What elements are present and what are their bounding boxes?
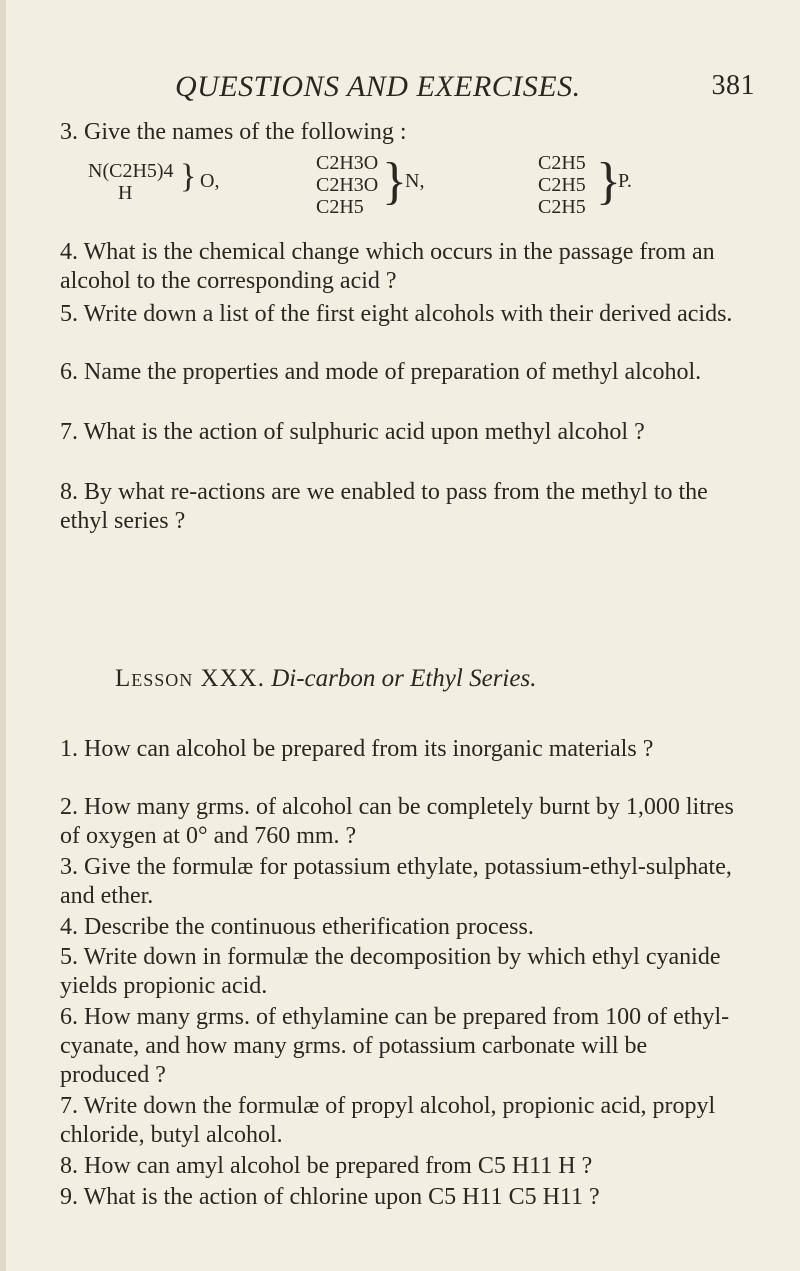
- lesson-question-2: 2. How many grms. of alcohol can be completely burnt by 1,000 litres of oxygen at 0° and 760 mm. ?: [60, 794, 734, 849]
- formula-3-suffix: P.: [618, 170, 632, 192]
- question-4: 4. What is the chemical change which occurs in the passage from an alcohol to the corresponding acid ?: [60, 239, 715, 294]
- formula-3-line2: C2H5: [538, 174, 586, 196]
- brace-2: }: [382, 153, 407, 210]
- formula-2-line3: C2H5: [316, 196, 364, 218]
- formula-1: [88, 160, 174, 204]
- page-edge: [0, 0, 6, 1271]
- formula-1-line1: N(C2H5)4: [88, 160, 174, 182]
- formula-2: [316, 152, 378, 218]
- formula-2-line1: C2H3O: [316, 152, 379, 174]
- formula-3-line1: C2H5: [538, 152, 586, 174]
- lesson-question-4: 4. Describe the continuous etherification process.: [60, 914, 534, 940]
- question-7: 7. What is the action of sulphuric acid upon methyl alcohol ?: [60, 419, 645, 445]
- formula-2-line2: C2H3O: [316, 174, 379, 196]
- brace-3: }: [596, 153, 621, 210]
- question-6: 6. Name the properties and mode of preparation of methyl alcohol.: [60, 359, 702, 385]
- formula-1-line2: H: [118, 182, 133, 204]
- lesson-question-3: 3. Give the formulæ for potassium ethylate, potassium-ethyl-sulphate, and ether.: [60, 854, 732, 909]
- question-3: 3. Give the names of the following :: [60, 119, 407, 145]
- lesson-question-1: 1. How can alcohol be prepared from its inorganic materials ?: [60, 736, 654, 762]
- formula-row: [88, 152, 768, 228]
- lesson-question-7: 7. Write down the formulæ of propyl alcohol, propionic acid, propyl chloride, butyl alcohol.: [60, 1093, 716, 1148]
- lesson-heading: [115, 665, 715, 693]
- question-5: 5. Write down a list of the first eight alcohols with their derived acids.: [60, 301, 733, 327]
- lesson-question-6: 6. How many grms. of ethylamine can be prepared from 100 of ethyl-cyanate, and how many grms. of potassium carbonate will be produced ?: [60, 1004, 730, 1088]
- lesson-subtitle: Di-carbon or Ethyl Series.: [271, 665, 537, 692]
- formula-3: [538, 152, 586, 218]
- running-header: [175, 70, 755, 110]
- lesson-question-9: 9. What is the action of chlorine upon C5 H11 C5 H11 ?: [60, 1184, 600, 1210]
- formula-1-suffix: O,: [200, 170, 220, 192]
- question-8: 8. By what re-actions are we enabled to pass from the methyl to the ethyl series ?: [60, 479, 708, 534]
- lesson-question-8: 8. How can amyl alcohol be prepared from C5 H11 H ?: [60, 1153, 593, 1179]
- formula-2-suffix: N,: [405, 170, 425, 192]
- formula-3-line3: C2H5: [538, 196, 586, 218]
- lesson-question-5: 5. Write down in formulæ the decomposition by which ethyl cyanide yields propionic acid.: [60, 944, 721, 999]
- brace-1: }: [180, 158, 197, 195]
- page-number: 381: [711, 70, 755, 101]
- lesson-label: Lesson XXX.: [115, 665, 265, 692]
- header-title: QUESTIONS AND EXERCISES.: [175, 70, 581, 103]
